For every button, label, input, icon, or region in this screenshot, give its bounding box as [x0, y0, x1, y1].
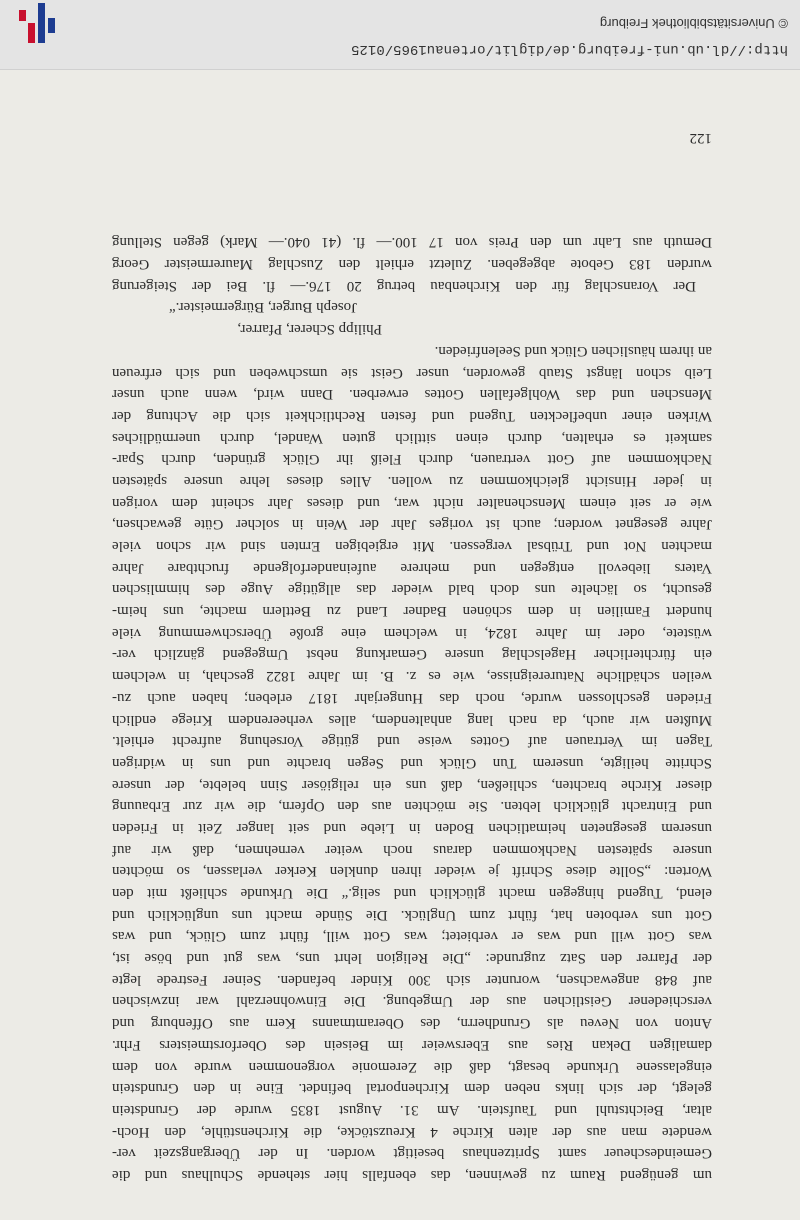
closing-text-line: Demuth aus Lahr um den Preis von 17 100.— fl. (41 040.— Mark) gegen Stellung — [112, 234, 712, 251]
logo-bar-blue-tall — [38, 3, 45, 43]
text-line: wie er seit einem Menschenalter nicht war, und dieses Jahr scheint dem vorigen — [112, 494, 712, 511]
signature-line: Philipp Scherer, Pfarrer, — [237, 321, 382, 338]
source-url[interactable]: http://dl.ub.uni-freiburg.de/diglit/ortenau1965/0125 — [351, 41, 788, 57]
text-line: verschiedener Geistlichen aus der Umgebung. Die Einwohnerzahl war inzwischen — [112, 993, 712, 1010]
text-line: der Pfarrer den Satz zugrunde: „Die Religion lehrt uns, was gut und böse ist, — [112, 950, 712, 967]
text-line: Frieden geschlossen wurde, noch das Hungerjahr 1817 erleben; haben auch zu- — [112, 689, 712, 706]
text-line: eingelassene Urkunde besagt, daß die Zeremonie vorgenommen wurde von dem — [112, 1058, 712, 1075]
logo-bar-red-tall — [28, 23, 35, 43]
text-line: um genügend Raum zu gewinnen, das ebenfalls hier stehende Schulhaus und die — [112, 1167, 712, 1183]
text-line: gesucht, so lächelte uns doch bald wieder das allgütige Auge des himmlischen — [112, 581, 712, 598]
text-line: hundert Familien in dem schönen Badner Land zu Bettlern machte, uns heim- — [112, 603, 712, 620]
text-line: und Eintracht glücklich lebten. Sie möchten aus den Opfern, die wir zur Erbauung — [112, 798, 712, 815]
text-line: Tagen im Vertrauen auf Gottes weise und gütige Vorsehung aufrecht erhielt. — [112, 733, 712, 750]
signature-line: Joseph Burger, Bürgermeister.“ — [169, 299, 357, 316]
text-line: unsere spätesten Nachkommen daraus noch weiter vernehmen, daß wir auf — [112, 841, 712, 858]
text-line: Gemeindescheuer samt Spritzenhaus beseitigt worden. In der Übergangszeit ver- — [112, 1145, 712, 1162]
text-line: damaligen Dekan Ries aus Ebersweier im Beisein des Oberforstmeisters Frhr. — [112, 1036, 712, 1053]
closing-text-line: wurden 183 Gebote abgegeben. Zuletzt erhielt den Zuschlag Maurermeister Georg — [112, 256, 712, 273]
text-line: elend, Tugend hingegen macht glücklich und selig.“ Die Urkunde schließt mit den — [112, 885, 712, 902]
text-line: Jahre gesegnet worden; auch ist voriges Jahr der Wein in solcher Güte gewachsen, — [112, 516, 712, 533]
text-line: samkeit es erhalten, durch einen sittlich guten Wandel, durch unermüdliches — [112, 429, 712, 446]
text-line: was Gott will und was er verbietet; was Gott will, führt zum Glück, und was — [112, 928, 712, 945]
text-line: Schritte heiligte, unserem Tun Glück und Segen brachte und uns in widrigen — [112, 754, 712, 771]
text-line: weilen schädliche Naturereignisse, wie es z. B. im Jahre 1822 geschah, in welchem — [112, 668, 712, 685]
text-line: Leib schon längst Staub geworden, unser Geist sie umschweben und sich erfreuen — [112, 364, 712, 381]
copyright-notice: © Universitätsbibliothek Freiburg — [599, 16, 788, 31]
text-line: wendete man aus der alten Kirche 4 Kreuzstöcke, die Kirchenstühle, den Hoch- — [112, 1123, 712, 1140]
text-line: altar, Beichtstuhl und Taufstein. Am 31. August 1835 wurde der Grundstein — [112, 1101, 712, 1118]
page-number: 122 — [689, 130, 712, 146]
text-line: wüstete, oder im Jahre 1824, in welchem eine große Überschwemmung viele — [112, 624, 712, 641]
closing-paragraph — [112, 231, 712, 296]
footer-bar — [0, 0, 800, 70]
closing-text-line: Der Voranschlag für den Kirchenbau betrug 20 176.— fl. Bei der Steigerung — [112, 277, 696, 294]
text-line: in jeder Hinsicht gleichkommen zu wollen. Alles dieses lehre unsere spätesten — [112, 473, 712, 489]
logo-bar-blue-short — [48, 18, 55, 33]
library-logo-icon — [19, 3, 55, 43]
main-paragraph — [112, 339, 712, 1185]
text-line: Menschen und das Wohlgefallen Gottes erwerben. Dann wird, wenn auch unser — [112, 386, 712, 403]
text-line: unserem gesegneten heimatlichen Boden in Liebe und seit langer Zeit in Frieden — [112, 820, 712, 836]
scanned-page — [0, 70, 800, 1220]
text-line: Mußten wir auch, da nach lang anhaltendem, alles verheerendem Kriege endlich — [112, 711, 712, 728]
text-line: Wirken einer unbefleckten Tugend und festen Rechtlichkeit sich die Achtung der — [112, 407, 712, 424]
text-line: Anton von Neveu als Grundherrn, des Oberamtmanns Kern aus Offenburg und — [112, 1015, 712, 1032]
signature-block — [112, 296, 712, 339]
text-line: auf 848 angewachsen, worunter sich 300 Kinder befanden. Seiner Festrede legte — [112, 971, 712, 988]
text-line: machten Not und Trübsal vergessen. Mit ergiebigen Ernten sind wir schon viele — [112, 538, 712, 555]
text-line: dieser Kirche brachten, schließen, daß uns ein religiöser Sinn belebte, der unsere — [112, 776, 712, 793]
text-line: Vaters liebevoll entgegen und mehrere aufeinanderfolgende fruchtbare Jahre — [112, 559, 712, 576]
body-text — [112, 231, 712, 1185]
text-line: Gott uns verboten hat, führt zum Unglück. Die Sünde macht uns unglücklich und — [112, 906, 712, 923]
text-line: an ihrem häuslichen Glück und Seelenfrieden. — [434, 342, 712, 359]
logo-bar-red-short — [19, 10, 26, 21]
text-line: gelegt, der sich links neben dem Kirchenportal befindet. Eine in den Grundstein — [112, 1080, 712, 1097]
text-line: Worten: „Sollte diese Schrift je wieder ihren dunklen Kerker verlassen, so möchten — [112, 863, 712, 880]
text-line: Nachkommen auf Gott vertrauen, durch Fleiß ihr Glück gründen, durch Spar- — [112, 451, 712, 468]
text-line: ein fürchterlicher Hagelschlag unsere Gemarkung nebst Umgegend gänzlich ver- — [112, 646, 712, 663]
